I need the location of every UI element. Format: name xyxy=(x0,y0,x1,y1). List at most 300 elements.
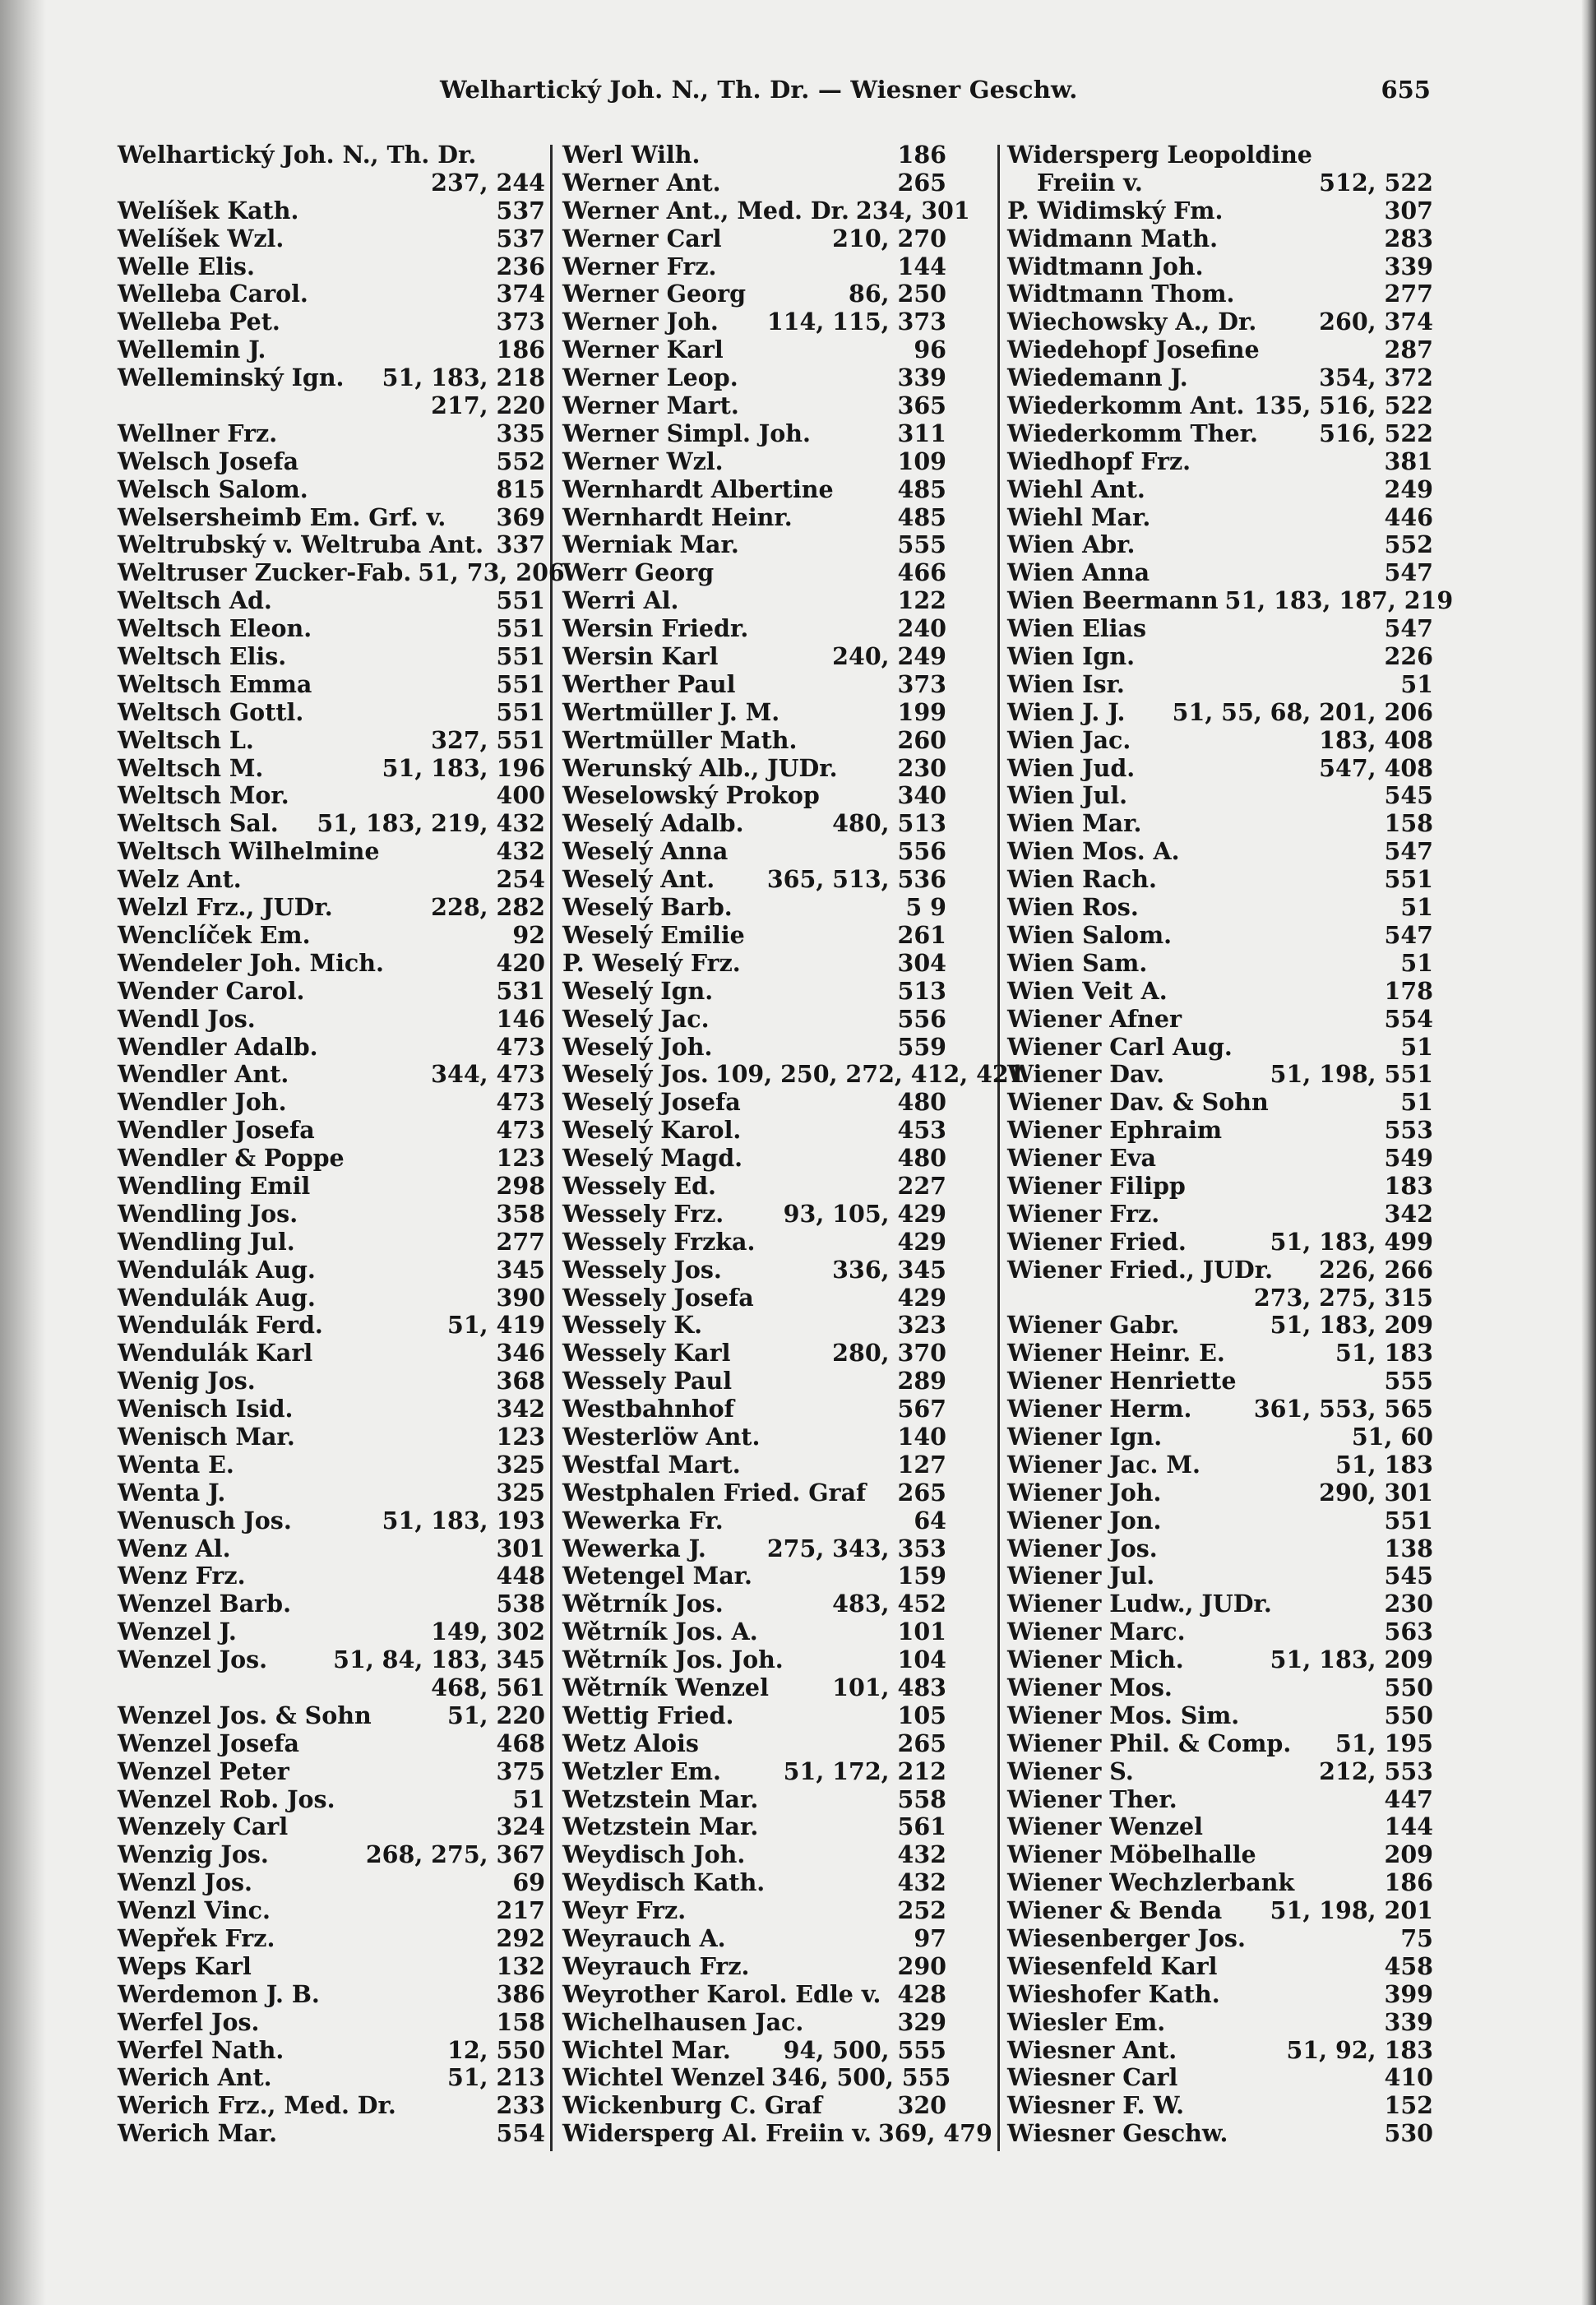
entry-pages: 340 xyxy=(897,781,946,810)
entry-name: Wessely Frz. xyxy=(562,1199,724,1228)
entry-name: Wiesner Geschw. xyxy=(1007,2119,1228,2148)
index-entry xyxy=(562,531,946,559)
entry-pages: 545 xyxy=(1384,781,1433,810)
entry-name: Werner Simpl. Joh. xyxy=(562,419,811,447)
index-entry xyxy=(1007,727,1433,755)
entry-pages: 530 xyxy=(1384,2119,1433,2148)
entry-name: P. Widimský Fm. xyxy=(1007,196,1224,224)
index-entry xyxy=(1007,504,1433,532)
entry-pages: 485 xyxy=(897,502,946,531)
entry-pages: 458 xyxy=(1384,1951,1433,1980)
entry-pages: 127 xyxy=(897,1450,946,1479)
entry-pages: 92 xyxy=(512,920,545,949)
index-entry xyxy=(562,1674,946,1702)
entry-name: Werich Mar. xyxy=(118,2119,277,2148)
entry-name: Wender Carol. xyxy=(118,976,305,1005)
index-entry xyxy=(118,2009,545,2037)
entry-name: Wětrník Jos. A. xyxy=(562,1618,758,1646)
index-entry xyxy=(1007,1702,1433,1730)
index-entry xyxy=(1007,1089,1433,1117)
entry-name: Wiener Ther. xyxy=(1007,1784,1177,1813)
entry-name: Wiener Heinr. E. xyxy=(1007,1339,1225,1368)
index-entry xyxy=(562,280,946,308)
index-entry xyxy=(118,671,545,699)
entry-pages: 230 xyxy=(1384,1590,1433,1618)
index-entry xyxy=(562,782,946,810)
index-entry xyxy=(1007,420,1433,448)
index-entry xyxy=(1007,559,1433,587)
entry-pages: 51, 60 xyxy=(1351,1422,1433,1451)
index-entry xyxy=(562,978,946,1006)
entry-pages: 51 xyxy=(1400,1088,1433,1117)
entry-name: Wenz Al. xyxy=(118,1534,231,1562)
entry-pages: 51, 183, 218 xyxy=(382,363,545,392)
entry-pages: 483, 452 xyxy=(832,1590,946,1618)
entry-pages: 51, 220 xyxy=(447,1701,545,1729)
index-entry xyxy=(562,1562,946,1590)
entry-pages: 553 xyxy=(1384,1116,1433,1145)
entry-name: Werich Frz., Med. Dr. xyxy=(118,2091,396,2120)
entry-pages: 547 xyxy=(1384,614,1433,643)
entry-pages: 51, 183, 196 xyxy=(382,753,545,782)
entry-name: Werfel Jos. xyxy=(118,2007,260,2036)
entry-name: Wickenburg C. Graf xyxy=(562,2091,822,2120)
entry-name: Weselý Jos. xyxy=(562,1060,709,1089)
running-head-title: Welhartický Joh. N., Th. Dr. — Wiesner Geschw. xyxy=(440,76,1078,104)
entry-name: Werner Georg xyxy=(562,280,747,308)
index-entry xyxy=(1007,1841,1433,1869)
entry-name: Wien Ros. xyxy=(1007,893,1139,922)
index-entry xyxy=(562,1869,946,1897)
entry-pages: 480 xyxy=(897,1088,946,1117)
entry-pages: 12, 550 xyxy=(447,2035,545,2064)
entry-pages: 237, 244 xyxy=(431,168,545,197)
entry-name: Wien Abr. xyxy=(1007,530,1136,559)
entry-name: Wiener Henriette xyxy=(1007,1367,1237,1395)
index-entry xyxy=(562,1535,946,1563)
entry-name: Wendler Joh. xyxy=(118,1088,287,1117)
entry-pages: 283 xyxy=(1384,224,1433,252)
entry-pages: 51, 92, 183 xyxy=(1286,2035,1433,2064)
entry-pages: 51, 183, 209 xyxy=(1270,1311,1433,1340)
index-entry xyxy=(118,1006,545,1034)
index-entry xyxy=(562,671,946,699)
entry-name: Wien Mar. xyxy=(1007,809,1142,838)
index-entry xyxy=(118,1034,545,1062)
entry-pages: 344, 473 xyxy=(431,1060,545,1089)
index-entry xyxy=(562,1173,946,1201)
index-entry xyxy=(118,1117,545,1145)
entry-name: Werner Leop. xyxy=(562,363,738,392)
entry-pages: 199 xyxy=(897,697,946,726)
entry-name: Welíšek Kath. xyxy=(118,196,299,224)
index-entry xyxy=(118,699,545,727)
entry-pages: 290, 301 xyxy=(1319,1478,1433,1507)
entry-name: Welsch Salom. xyxy=(118,474,308,503)
entry-name: Wetzstein Mar. xyxy=(562,1784,759,1813)
entry-pages: 152 xyxy=(1384,2091,1433,2120)
entry-pages: 51, 183, 499 xyxy=(1270,1227,1433,1256)
index-entry xyxy=(1007,810,1433,838)
index-entry xyxy=(562,810,946,838)
entry-name: Wiener Dav. & Sohn xyxy=(1007,1088,1269,1117)
entry-pages: 292 xyxy=(496,1924,545,1952)
index-entry xyxy=(118,1507,545,1535)
entry-name: P. Weselý Frz. xyxy=(562,948,741,977)
entry-name: Wetzler Em. xyxy=(562,1757,721,1785)
index-entry xyxy=(562,1034,946,1062)
index-entry xyxy=(1007,1562,1433,1590)
entry-name: Wenzig Jos. xyxy=(118,1840,269,1869)
entry-name: Widersperg Al. Freiin v. xyxy=(562,2119,872,2148)
entry-pages: 420 xyxy=(496,948,545,977)
index-entry xyxy=(1007,336,1433,364)
entry-pages: 547 xyxy=(1384,837,1433,866)
index-entry xyxy=(562,1730,946,1758)
entry-name: Werniak Mar. xyxy=(562,530,739,559)
entry-name: Wendler Ant. xyxy=(118,1060,289,1089)
entry-pages: 374 xyxy=(496,280,545,308)
entry-pages: 327, 551 xyxy=(431,725,545,754)
index-entry xyxy=(562,1089,946,1117)
entry-name: Wenzel Jos. xyxy=(118,1645,268,1674)
entry-pages: 51, 183 xyxy=(1335,1450,1433,1479)
entry-pages: 339 xyxy=(1384,252,1433,280)
index-entry xyxy=(1007,1061,1433,1089)
entry-pages: 311 xyxy=(897,419,946,447)
entry-name: Westbahnhof xyxy=(562,1395,734,1423)
page-right-edge xyxy=(1581,0,1596,2305)
index-entry xyxy=(1007,1813,1433,1841)
index-entry xyxy=(562,727,946,755)
entry-pages: 361, 553, 565 xyxy=(1253,1395,1433,1423)
index-entry xyxy=(562,1368,946,1395)
entry-pages: 551 xyxy=(496,614,545,643)
entry-pages: 183 xyxy=(1384,1171,1433,1200)
index-entry xyxy=(118,1145,545,1173)
index-entry xyxy=(118,1590,545,1618)
index-entry xyxy=(1007,280,1433,308)
index-entry xyxy=(1007,531,1433,559)
entry-name: Wiener Frz. xyxy=(1007,1199,1160,1228)
index-entry xyxy=(1007,755,1433,783)
index-entry xyxy=(1007,392,1433,420)
index-entry xyxy=(562,1925,946,1953)
index-entry xyxy=(118,866,545,894)
index-entry xyxy=(1007,1173,1433,1201)
entry-name: Wersin Friedr. xyxy=(562,614,749,643)
index-entry xyxy=(118,1618,545,1646)
index-entry xyxy=(118,1897,545,1925)
index-entry xyxy=(1007,364,1433,392)
index-entry xyxy=(562,950,946,978)
index-entry xyxy=(562,196,970,225)
entry-name: Wersin Karl xyxy=(562,642,719,671)
entry-pages: 346 xyxy=(496,1339,545,1368)
entry-name: Wiener Carl Aug. xyxy=(1007,1032,1233,1061)
index-entry xyxy=(118,197,545,225)
entry-pages: 122 xyxy=(897,586,946,615)
entry-name: Wiener Herm. xyxy=(1007,1395,1192,1423)
index-entry xyxy=(1007,197,1433,225)
index-entry xyxy=(118,392,545,420)
entry-pages: 550 xyxy=(1384,1701,1433,1729)
entry-pages: 468 xyxy=(496,1729,545,1757)
entry-pages: 186 xyxy=(496,336,545,364)
index-entry xyxy=(118,1758,545,1786)
index-entry xyxy=(1007,699,1433,727)
entry-pages: 429 xyxy=(897,1227,946,1256)
index-entry xyxy=(562,225,946,253)
index-entry xyxy=(118,531,545,559)
index-entry xyxy=(1007,225,1433,253)
entry-name: Wiener Jos. xyxy=(1007,1534,1158,1562)
page-binding-edge xyxy=(0,0,46,2305)
entry-name: Wiehl Mar. xyxy=(1007,502,1151,531)
index-entry xyxy=(1007,253,1433,281)
entry-pages: 304 xyxy=(897,948,946,977)
entry-pages: 513 xyxy=(897,976,946,1005)
index-entry xyxy=(562,1953,946,1981)
entry-name: Wessely Ed. xyxy=(562,1171,716,1200)
entry-pages: 446 xyxy=(1384,502,1433,531)
index-entry xyxy=(562,1590,946,1618)
entry-pages: 339 xyxy=(897,363,946,392)
index-entry xyxy=(1007,1674,1433,1702)
entry-name: Wetz Alois xyxy=(562,1729,699,1757)
index-entry xyxy=(118,838,545,866)
index-entry xyxy=(118,1229,545,1257)
entry-pages: 325 xyxy=(496,1450,545,1479)
entry-pages: 101, 483 xyxy=(832,1673,946,1701)
entry-pages: 556 xyxy=(897,837,946,866)
index-entry xyxy=(1007,894,1433,922)
entry-name: Wiener Mos. Sim. xyxy=(1007,1701,1240,1729)
entry-name: Weyrauch A. xyxy=(562,1924,726,1952)
entry-pages: 261 xyxy=(897,920,946,949)
entry-pages: 447 xyxy=(1384,1784,1433,1813)
entry-pages: 552 xyxy=(1384,530,1433,559)
entry-name: Welsch Josefa xyxy=(118,447,299,475)
index-entry xyxy=(118,169,545,197)
entry-pages: 5 9 xyxy=(905,893,946,922)
entry-pages: 336, 345 xyxy=(832,1255,946,1284)
entry-pages: 146 xyxy=(496,1004,545,1033)
index-entry xyxy=(562,2037,946,2065)
entry-pages: 466 xyxy=(897,558,946,587)
entry-pages: 563 xyxy=(1384,1618,1433,1646)
index-entry xyxy=(118,253,545,281)
index-entry xyxy=(562,1145,946,1173)
entry-pages: 123 xyxy=(496,1422,545,1451)
entry-pages: 551 xyxy=(496,669,545,698)
entry-pages: 552 xyxy=(496,447,545,475)
entry-name: Wiener Eva xyxy=(1007,1144,1157,1173)
index-entry xyxy=(118,1423,545,1451)
entry-name: Wenclíček Em. xyxy=(118,920,311,949)
entry-pages: 346, 500, 555 xyxy=(771,2063,951,2092)
index-entry xyxy=(118,1257,545,1284)
entry-name: Wiener Möbelhalle xyxy=(1007,1840,1256,1869)
entry-pages: 365 xyxy=(897,391,946,420)
index-entry xyxy=(1007,586,1454,615)
index-entry xyxy=(1007,671,1433,699)
index-entry xyxy=(1007,448,1433,476)
index-entry xyxy=(118,1340,545,1368)
entry-name: Wiener Dav. xyxy=(1007,1060,1165,1089)
entry-name: Weselý Jac. xyxy=(562,1004,710,1033)
entry-pages: 337 xyxy=(496,530,545,559)
entry-name: Wenta J. xyxy=(118,1478,226,1507)
entry-pages: 75 xyxy=(1400,1924,1433,1952)
entry-pages: 369 xyxy=(496,502,545,531)
entry-name: Weselý Karol. xyxy=(562,1116,742,1145)
entry-name: Wendeler Joh. Mich. xyxy=(118,948,384,977)
index-entry xyxy=(562,141,946,169)
entry-pages: 325 xyxy=(496,1478,545,1507)
entry-pages: 537 xyxy=(496,196,545,224)
entry-name: Wenusch Jos. xyxy=(118,1506,292,1534)
entry-pages: 537 xyxy=(496,224,545,252)
entry-name: Wendler Adalb. xyxy=(118,1032,318,1061)
index-entry xyxy=(562,1312,946,1340)
entry-name: Wiederkomm Ther. xyxy=(1007,419,1258,447)
entry-pages: 432 xyxy=(897,1840,946,1869)
entry-name: Wiedhopf Frz. xyxy=(1007,447,1191,475)
index-entry xyxy=(118,280,545,308)
entry-pages: 453 xyxy=(897,1116,946,1145)
index-entry xyxy=(1007,1145,1433,1173)
entry-name: Wiener Wenzel xyxy=(1007,1812,1203,1841)
index-entry xyxy=(1007,2037,1433,2065)
index-entry xyxy=(562,1479,946,1507)
entry-pages: 51, 172, 212 xyxy=(783,1757,946,1785)
index-entry xyxy=(118,1646,545,1674)
entry-name: Wenzel Rob. Jos. xyxy=(118,1784,335,1813)
entry-pages: 551 xyxy=(496,697,545,726)
entry-name: Wichelhausen Jac. xyxy=(562,2007,804,2036)
index-entry xyxy=(118,420,545,448)
index-entry xyxy=(562,1786,946,1814)
entry-name: Weselý Emilie xyxy=(562,920,745,949)
index-entry xyxy=(562,1646,946,1674)
entry-pages: 342 xyxy=(1384,1199,1433,1228)
entry-name: Wien Mos. A. xyxy=(1007,837,1180,866)
entry-pages: 140 xyxy=(897,1422,946,1451)
index-entry xyxy=(1007,2009,1433,2037)
entry-name: Weltsch M. xyxy=(118,753,264,782)
index-entry xyxy=(562,1060,1025,1089)
index-entry xyxy=(562,2009,946,2037)
entry-pages: 480, 513 xyxy=(832,809,946,838)
column-rule-2 xyxy=(997,145,1000,2151)
running-header xyxy=(115,76,1431,112)
entry-name: Weselý Joh. xyxy=(562,1032,713,1061)
entry-name: Wewerka Fr. xyxy=(562,1506,724,1534)
index-entry xyxy=(562,253,946,281)
entry-name: Wendl Jos. xyxy=(118,1004,256,1033)
entry-pages: 373 xyxy=(496,308,545,336)
entry-pages: 290 xyxy=(897,1951,946,1980)
index-entry xyxy=(118,950,545,978)
entry-name: Weyrauch Frz. xyxy=(562,1951,750,1980)
entry-pages: 114, 115, 373 xyxy=(766,308,946,336)
entry-name: Wětrník Jos. Joh. xyxy=(562,1645,784,1674)
index-entry xyxy=(562,559,946,587)
index-entry xyxy=(562,392,946,420)
entry-name: Wessely Jos. xyxy=(562,1255,722,1284)
index-entry xyxy=(118,2120,545,2148)
entry-pages: 86, 250 xyxy=(849,280,946,308)
index-entry xyxy=(1007,1869,1433,1897)
entry-pages: 186 xyxy=(897,141,946,169)
entry-name: Wessely Frzka. xyxy=(562,1227,756,1256)
entry-pages: 144 xyxy=(897,252,946,280)
entry-name: Werl Wilh. xyxy=(562,141,701,169)
entry-name: Wiener Fried., JUDr. xyxy=(1007,1255,1274,1284)
entry-name: Wiedehopf Josefine xyxy=(1007,336,1260,364)
index-entry xyxy=(562,448,946,476)
index-entry xyxy=(1007,169,1433,197)
index-entry xyxy=(1007,1395,1433,1423)
entry-name: Werner Carl xyxy=(562,224,722,252)
entry-name: Weselý Adalb. xyxy=(562,809,744,838)
entry-pages: 51, 183, 193 xyxy=(382,1506,545,1534)
index-entry xyxy=(562,1229,946,1257)
entry-name: Wiener & Benda xyxy=(1007,1896,1223,1925)
entry-pages: 547 xyxy=(1384,558,1433,587)
index-column-3 xyxy=(1007,141,1454,2156)
entry-pages: 158 xyxy=(1384,809,1433,838)
entry-pages: 369, 479 xyxy=(877,2119,992,2148)
entry-name: Wenz Frz. xyxy=(118,1562,246,1590)
entry-name: Werunský Alb., JUDr. xyxy=(562,753,838,782)
entry-name: Wiehl Ant. xyxy=(1007,474,1145,503)
entry-pages: 815 xyxy=(496,474,545,503)
entry-name: Werner Ant. xyxy=(562,168,721,197)
entry-pages: 93, 105, 429 xyxy=(783,1199,946,1228)
entry-name: Wellemin J. xyxy=(118,336,266,364)
index-entry xyxy=(118,1981,545,2009)
entry-pages: 234, 301 xyxy=(855,196,970,224)
entry-name: Wien J. J. xyxy=(1007,697,1126,726)
entry-pages: 567 xyxy=(897,1395,946,1423)
entry-name: Werdemon J. B. xyxy=(118,1979,320,2008)
entry-name: Wieshofer Kath. xyxy=(1007,1979,1220,2008)
entry-pages: 329 xyxy=(897,2007,946,2036)
entry-name: Wiener Fried. xyxy=(1007,1227,1187,1256)
entry-name: Welleba Carol. xyxy=(118,280,308,308)
index-entry xyxy=(1007,1284,1433,1312)
entry-name: Wiener Afner xyxy=(1007,1004,1182,1033)
entry-pages: 273, 275, 315 xyxy=(1253,1283,1433,1312)
entry-name: Wien Beermann xyxy=(1007,586,1219,615)
entry-pages: 138 xyxy=(1384,1534,1433,1562)
entry-name: Wetzstein Mar. xyxy=(562,1812,759,1841)
entry-name: Wernhardt Albertine xyxy=(562,474,834,503)
entry-name: Wenzel J. xyxy=(118,1618,237,1646)
index-entry xyxy=(562,2063,951,2092)
entry-pages: 320 xyxy=(897,2091,946,2120)
entry-name: Wenzl Jos. xyxy=(118,1868,252,1897)
index-entry xyxy=(562,922,946,950)
entry-name: Wětrník Wenzel xyxy=(562,1673,769,1701)
index-entry xyxy=(118,504,545,532)
entry-name: Wiener Filipp xyxy=(1007,1171,1186,1200)
entry-name: Wenzely Carl xyxy=(118,1812,289,1841)
index-entry xyxy=(1007,782,1433,810)
entry-pages: 324 xyxy=(496,1812,545,1841)
